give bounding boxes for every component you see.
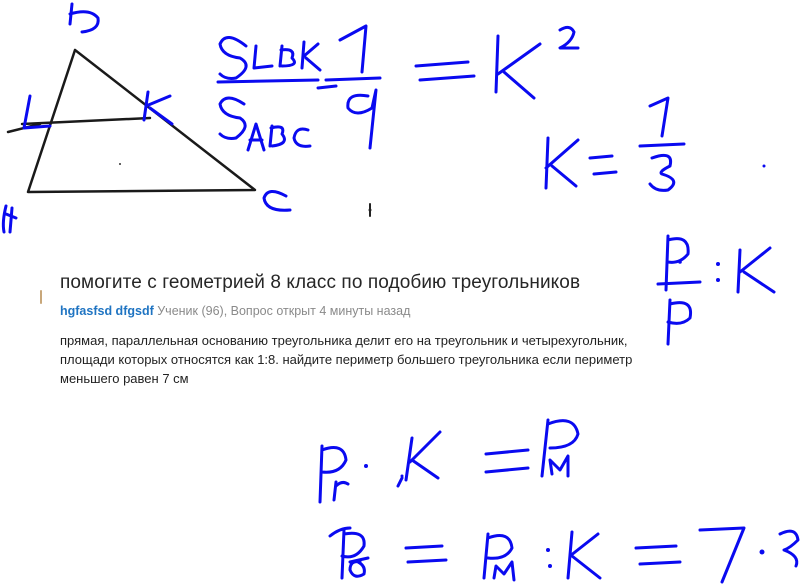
question-status: Ученик (96), Вопрос открыт 4 минуты назад <box>157 304 411 318</box>
side-marker <box>40 290 42 304</box>
triangle-labels <box>3 4 371 232</box>
question-title: помогите с геометрией 8 класс по подобию треугольников <box>60 272 581 293</box>
triangle-sketch <box>8 50 255 192</box>
question-block <box>60 272 660 388</box>
area-ratio-formula <box>218 26 578 150</box>
perimeter-equation-1 <box>320 420 578 502</box>
perimeter-ratio <box>658 236 774 344</box>
author-link[interactable]: hgfasfsd dfgsdf <box>60 304 154 318</box>
perimeter-equation-2 <box>330 528 798 582</box>
k-equals-one-third <box>546 98 766 190</box>
question-meta <box>60 304 660 318</box>
question-body: прямая, параллельная основанию треугольника делит его на треугольник и четырехугольник, площади которых относятся как 1:8. найдите периметр большего треугольника если периметр меньшего равен 7 см <box>60 333 633 386</box>
